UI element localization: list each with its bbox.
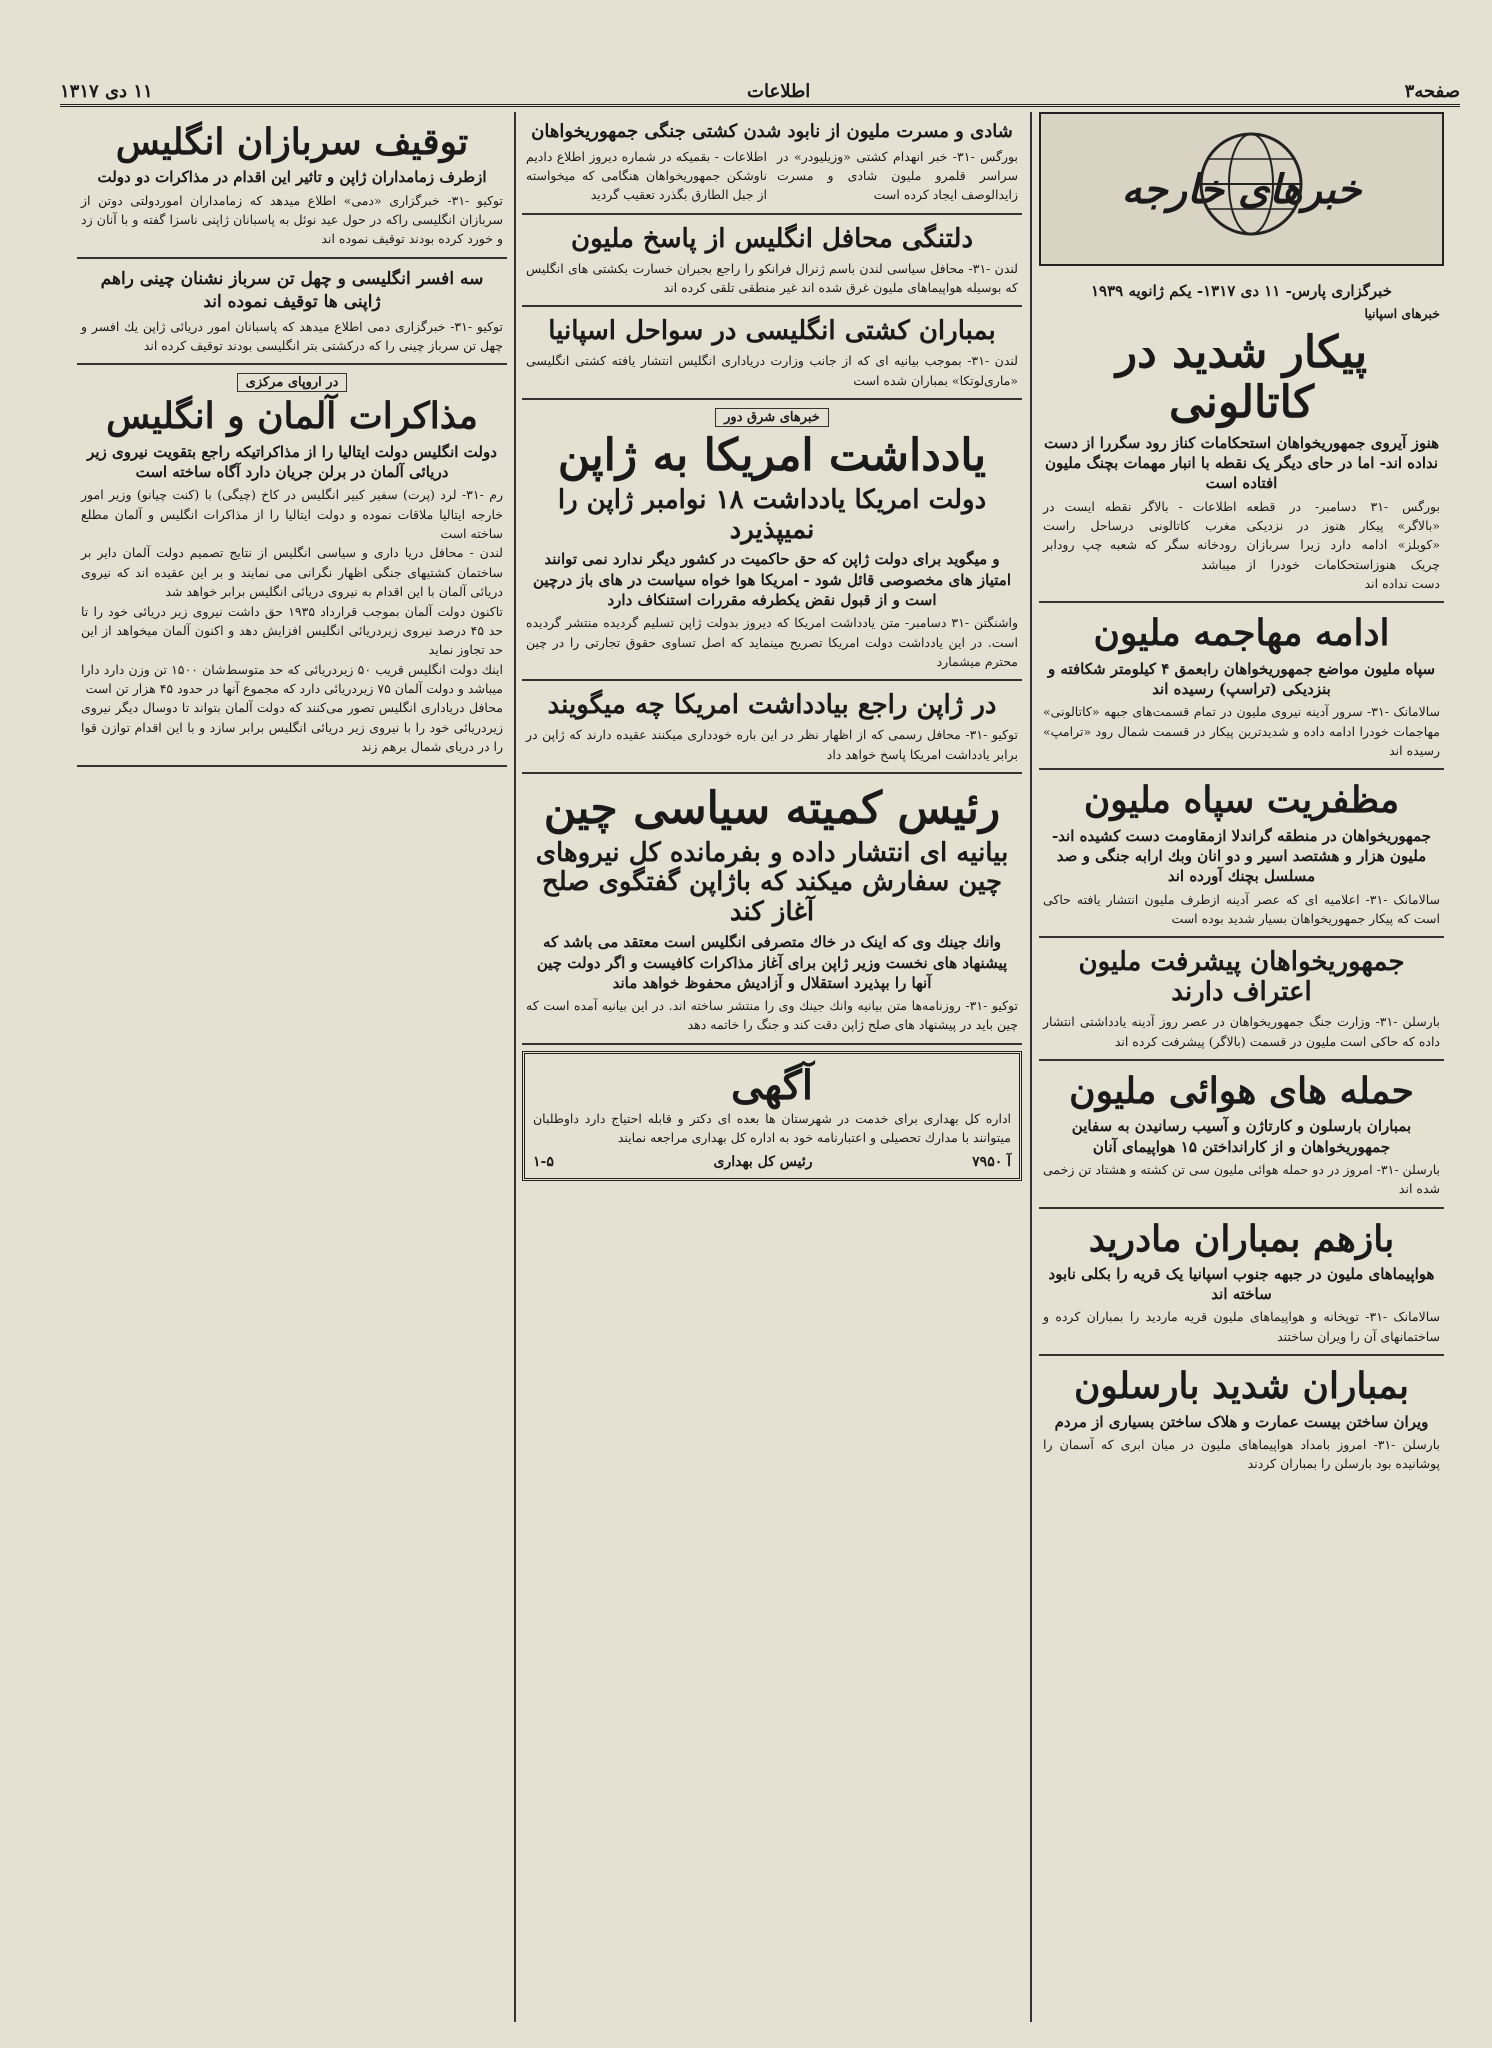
ad-number: ۱-۵ xyxy=(533,1153,554,1170)
article-body: بورگس -۳۱ دسامبر- در قطعه «بالاگر» پیکار هنوز در نزدیکی «کوبلز» ادامه دارد زیرا سربازان چریک هنوزاستحکامات خودرا از دست نداده اند xyxy=(1246,498,1440,592)
article-body: بارسلن -۳۱- امروز بامداد هواپیماهای ملیون در میان ابری که آسمان را پوشانیده بود بارسلن را بمباران کردند xyxy=(1043,1436,1440,1472)
section-tag: خبرهای اسپانیا xyxy=(1364,306,1440,322)
subheadline: و میگوید برای دولت ژاپن که حق حاکمیت در کشور دیگر ندارد نمی توانند امتیاز های مخصوصی قائل شود - امریکا هوا خواه سیاست در های باز درچین است و از قبول نقض یکطرفه مقررات استنکاف دارد xyxy=(532,550,1011,609)
headline: بازهم بمباران مادرید xyxy=(1088,1217,1395,1260)
article-body: تاکنون دولت آلمان بموجب قرارداد ۱۹۳۵ حق داشت نیروی زیر دریائی خود را تا حد ۴۵ درصد نیروی زیردریائی انگلیس افزایش دهد و اکنون آلمان میخواهد از این حد تجاوز نماید xyxy=(81,603,504,658)
ad-code: آ ۷۹۵۰ xyxy=(972,1153,1011,1170)
article-body: واشنگتن -۳۱ دسامبر- متن یادداشت امریکا که دیروز بدولت ژاپن تسلیم گردیده منتشر گردیده است. در این یادداشت دولت امریکا تصریح مینماید که اصل تساوی حقوق تجارتی را در چین محترم میشمارد xyxy=(526,615,1018,669)
headline: دلتنگی محافل انگلیس از پاسخ ملیون xyxy=(570,223,974,254)
headline: حمله های هوائی ملیون xyxy=(1069,1069,1414,1112)
subheadline: بیانیه ای انتشار داده و بفرمانده کل نیروهای چین سفارش میکند که باژاپن گفتگوی صلح آغاز کند xyxy=(535,837,1009,928)
subheadline: بمباران بارسلون و کارتاژن و آسیب رسانیدن به سفاین جمهوریخواهان و از کارانداختن ۱۵ هواپیمای آنان xyxy=(1071,1117,1412,1156)
ad-body: اداره کل بهداری برای خدمت در شهرستان ها بعده ای دکتر و قابله احتیاج دارد داوطلبان میتوانند با مدارك تحصیلی و اعتبارنامه خود به اداره کل بهداری مراجعه نمایند xyxy=(533,1110,1011,1146)
article-body: سالامانک -۳۱- سرور آدینه نیروی ملیون در تمام قسمت‌های جبهه «کاتالونی» مهاجمات خودرا ادامه داده و شدیدترین پیکار در قسمت شمال رود «ترامپ» رسیده اند xyxy=(1043,704,1440,759)
middle-column xyxy=(522,112,1022,2022)
subheadline: وانك جینك وی که اینک در خاك متصرفی انگلیس است معتقد می باشد که پیشنهاد های نخست وزیر ژاپن برای آغاز مذاکرات کافیست و اگر دولت چین آنها را بپذیرد استقلال و آزادیش محفوظ خواهد ماند xyxy=(536,933,1008,992)
headline: در ژاپن راجع بیادداشت امریکا چه میگویند xyxy=(547,690,997,721)
headline: شادی و مسرت ملیون از نابود شدن کشتی جنگی جمهوریخواهان xyxy=(531,121,1013,142)
article-body: اطلاعات - بالاگر نقطه ایست در مغرب کاتالونی درساحل راست رودخانه سگر که شعبه چپ رودابر میباشد xyxy=(1043,498,1237,572)
article-body: سالامانک -۳۱- اعلامیه ای که عصر آدینه ازطرف ملیون انتشار یافته حاکی است که پیکار جمهوریخواهان بسیار شدید بوده است xyxy=(1043,891,1441,926)
headline: بمباران شدید بارسلون xyxy=(1073,1365,1410,1408)
headline: مظفریت سپاه ملیون xyxy=(1083,779,1400,822)
headline: بمباران کشتی انگلیسی در سواحل اسپانیا xyxy=(548,316,996,347)
subheadline: هواپیماهای ملیون در جبهه جنوب اسپانیا یک قریه را بکلی نابود ساخته اند xyxy=(1048,1264,1435,1304)
section-tag: خبرهای شرق دور xyxy=(715,408,829,427)
section-tag: در اروپای مرکزی xyxy=(237,373,348,392)
headline: سه افسر انگلیسی و چهل تن سرباز نشنان چینی راهم ژاپنی ها توقیف نموده اند xyxy=(100,268,484,312)
globe-icon xyxy=(1191,124,1311,244)
advertisement xyxy=(522,1051,1022,1181)
subheadline: ویران ساختن بیست عمارت و هلاک ساختن بسیاری از مردم xyxy=(1054,1412,1429,1431)
article-body: بارسلن -۳۱- وزارت جنگ جمهوریخواهان در عصر روز آدینه یادداشتی انتشار داده که حاکی است ملیون در قسمت (بالاگر) پیشرفت کرده اند xyxy=(1043,1014,1440,1049)
article-body: توکیو -۳۱- محافل رسمی که از اظهار نظر در این باره خودداری میکنند عقیده دارند که ژاپن در برابر یادداشت امریکا پاسخ خواهد داد xyxy=(526,727,1018,762)
subheadline: دولت امریکا یادداشت ۱۸ نوامبر ژاپن را نمیپذیرد xyxy=(557,484,987,545)
article-body: سالامانک -۳۱- توپخانه و هواپیماهای ملیون قریه ماردید را بمباران کرده و ساختمانهای آن را ویران ساختند xyxy=(1043,1309,1441,1344)
foreign-news-banner xyxy=(1039,112,1444,266)
headline: رئیس کمیته سیاسی چین xyxy=(543,782,1001,834)
article-body: توکیو -۳۱- خبرگزاری «دمی» اطلاع میدهد که زمامداران اموردولتی دوتن از سربازان انگلیسی راکه در حول عید نوئل به پاسبانان ژاپنی ناسزا گفته و با آنان زد و خورد کرده بودند توقیف نموده اند xyxy=(81,192,503,247)
subheadline: ازطرف زمامداران ژاپن و تاثیر این اقدام در مذاکرات دو دولت xyxy=(97,168,487,187)
article-body: لندن - محافل دریا داری و سیاسی انگلیس از نتایج تصمیم دولت آلمان دایر بر ساختمان کشتیهای جنگی اظهار نگرانی می نمایند و بر این عقیده اند که نیروی دریائی آلمان با این اقدام به نیروی دریائی انگلیس برابر خواهد شد xyxy=(81,545,503,600)
banner-title: خبرهای خارجه xyxy=(1121,165,1362,213)
headline: مذاکرات آلمان و انگلیس xyxy=(106,395,478,438)
article-body: محافل دریاداری انگلیس تصور می‌کنند که دولت آلمان بتواند تا دوسال دیگر نیروی زیردریائی خود را با نیروی زیر دریائی انگلیس برابر سازد و با این اقدام توازن قوا را در دریای شمال برهم زند xyxy=(81,700,503,755)
subheadline: سپاه ملیون مواضع جمهوریخواهان رابعمق ۴ کیلومتر شکافته و بنزدیکی (تراسپ) رسیده اند xyxy=(1047,659,1436,699)
left-column xyxy=(77,112,507,2022)
headline: توقیف سربازان انگلیس xyxy=(115,121,469,163)
paper-name: اطلاعات xyxy=(747,80,811,102)
article-body: لندن -۳۱- محافل سیاسی لندن باسم ژنرال فرانکو را راجع بجبران خسارت بکشتی های انگلیس که بوسیله هواپیماهای ملیون غرق شده اند غیر منطقی تلقی کرده اند xyxy=(526,260,1018,296)
headline: جمهوریخواهان پیشرفت ملیون اعتراف دارند xyxy=(1078,947,1405,1008)
subheadline: دولت انگلیس دولت ایتالیا را از مذاکراتیکه راجع بتقویت نیروی زیر دریائی آلمان در برلن جریان دارد آگاه ساخته است xyxy=(87,442,497,482)
article-body: رم -۳۱- لرد (پرت) سفیر کبیر انگلیس در کاخ (چیگی) با (کنت چیانو) وزیر امور خارجه ایتالیا ملاقات نموده و دولت ایتالیا را از مذاکرات انگلیس و آلمان مطلع ساخته است xyxy=(81,487,503,542)
headline: پیکار شدید در کاتالونی xyxy=(1115,326,1368,429)
dateline: خبرگزاری پارس- ۱۱ دی ۱۳۱۷- یکم ژانویه ۱۹۳۹ xyxy=(1091,282,1392,300)
subheadline: جمهوریخواهان در منطقه گراندلا ازمقاومت دست کشیده اند- ملیون هزار و هشتصد اسیر و دو انان وبك ارابه جنگی و صد مسلسل بچنك آورده اند xyxy=(1051,826,1432,886)
ad-title: آگهی xyxy=(731,1061,813,1109)
headline: ادامه مهاجمه ملیون xyxy=(1093,612,1390,655)
article-body: لندن -۳۱- بموجب بیانیه ای که از جانب وزارت دریاداری انگلیس انتشار یافته کشتی انگلیسی «ماری‌لوتکا» بمباران شده است xyxy=(526,353,1018,388)
column-divider xyxy=(1030,112,1032,2022)
ad-signature: رئیس کل بهداری xyxy=(713,1153,813,1170)
page-number: صفحه۳ xyxy=(1404,80,1460,102)
article-body: اطلاعات - بقمیکه در شماره دیروز اطلاع دادیم ناوشکن جمهوریخواهان هنگامی که میخواسته از جبل الطارق بگذرد تعقیب گردید xyxy=(526,148,767,203)
article-body: اینك دولت انگلیس قریب ۵۰ زیردریائی که حد متوسط‌شان ۱۵۰۰ تن وزن دارد دارا میباشد و دولت آلمان ۷۵ زیردریائی دارد که مجموع آنها در حدود ۴۵ هزار تن است xyxy=(81,661,503,697)
masthead-bar xyxy=(60,78,1460,107)
article-body: توکیو -۳۱- روزنامه‌ها متن بیانیه وانك جینك وی را منتشر ساخته اند. در این بیانیه آمده است که چین باید در پیشنهاد های صلح ژاپن دقت کند و جنگ را خاتمه دهد xyxy=(526,998,1018,1033)
article-body: بورگس -۳۱- خبر انهدام کشتی «وزیلیودر» در سراسر قلمرو ملیون شادی و مسرت زایدالوصف ایجاد کرده است xyxy=(777,148,1018,203)
column-divider xyxy=(514,112,516,2022)
issue-date: ۱۱ دی ۱۳۱۷ xyxy=(60,80,153,102)
article-body: توکیو -۳۱- خبرگزاری دمی اطلاع میدهد که پاسبانان امور دریائی ژاپن یك افسر و چهل تن سرباز چینی را که درکشتی بتر انگلیسی بودند توقیف کرده اند xyxy=(81,318,503,354)
right-column xyxy=(1039,112,1444,2022)
headline: یادداشت امریکا به ژاپن xyxy=(557,430,987,482)
subheadline: هنوز آیروی جمهوریخواهان استحکامات کناز رود سگررا از دست نداده اند- اما در حای دیگر یک نقطه با انبار مهمات بچنگ ملیون افتاده است xyxy=(1043,433,1440,493)
article-body: بارسلن -۳۱- امروز در دو حمله هوائی ملیون سی تن کشته و هشتاد تن زخمی شده اند xyxy=(1043,1161,1440,1197)
